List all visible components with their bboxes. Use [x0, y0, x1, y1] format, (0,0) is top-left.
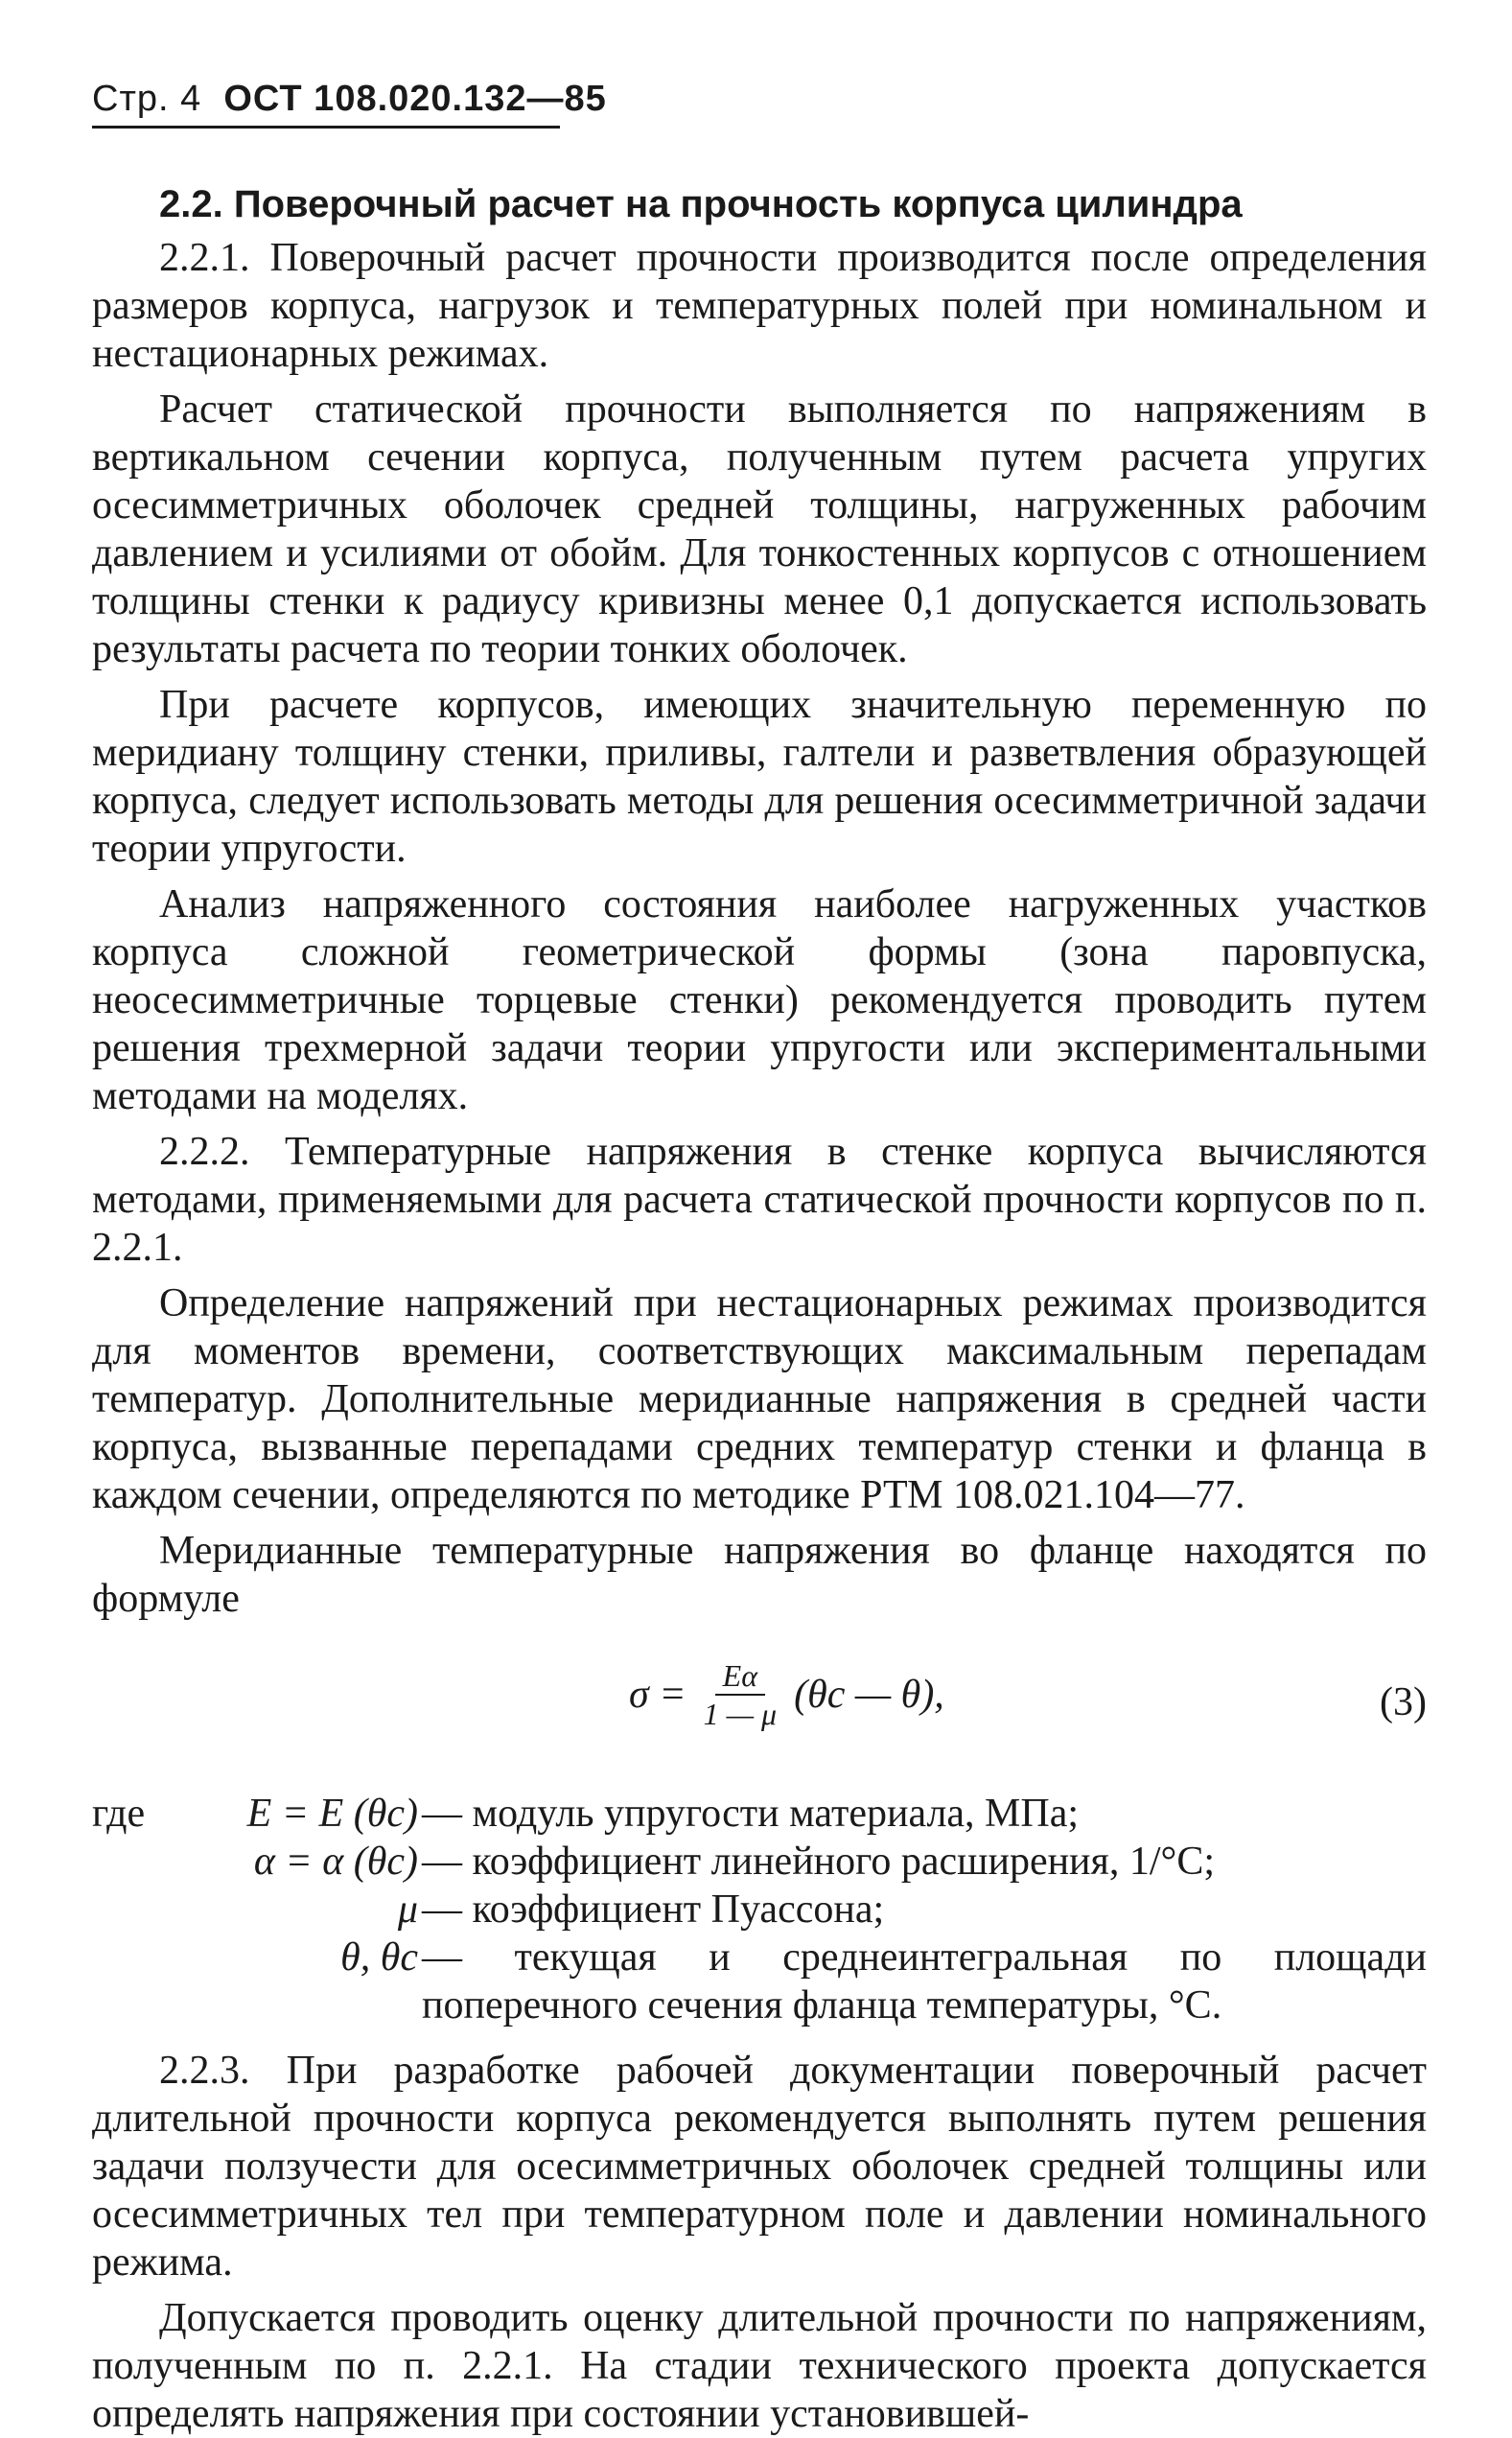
paragraph-stress-analysis: Анализ напряженного состояния наиболее нагруженных участков корпуса сложной геометрической формы (зона паровпуска, неосесимметричные торцевые стенки) рекомендуется проводить путем решения трехмерной задачи теории упругости или экспериментальными методами на моделях. [92, 882, 1427, 1118]
definition-text: — модуль упругости материала, МПа; [422, 1792, 1080, 1836]
paragraph-static-strength: Расчет статической прочности выполняется по напряжениям в вертикальном сечении корпуса, полученным путем расчета упругих осесимметричных оболочек средней толщины, нагруженных рабочим давлением и усилиями от обойм. Для тонкостенных корпусов с отношением толщины стенки к радиусу кривизны менее 0,1 допускается использовать результаты расчета по теории тонких оболочек. [92, 387, 1427, 671]
definition-row [92, 1886, 1427, 1934]
formula-numerator: Eα [715, 1657, 765, 1696]
paragraph-2-2-2: 2.2.2. Температурные напряжения в стенке корпуса вычисляются методами, применяемыми для расчета статической прочности корпусов по п. 2.2.1. [92, 1130, 1427, 1270]
page-number-label: Стр. 4 [92, 79, 202, 119]
where-label: где [92, 1792, 146, 1836]
definition-text: — коэффициент линейного расширения, 1/°C; [422, 1840, 1215, 1884]
definition-row [92, 1790, 1427, 1838]
formula-lhs: σ = [629, 1673, 686, 1717]
formula-definitions [92, 1790, 1427, 2029]
definition-row [92, 1838, 1427, 1886]
definition-symbol: E = E (θc) [246, 1792, 418, 1836]
definition-symbol: μ [397, 1887, 418, 1932]
definition-row [92, 1934, 1427, 2029]
paragraph-2-2-1: 2.2.1. Поверочный расчет прочности производится после определения размеров корпуса, нагрузок и температурных полей при номинальном и нестационарных режимах. [92, 236, 1427, 376]
section-title: 2.2. Поверочный расчет на прочность корпуса цилиндра [159, 183, 1243, 225]
document-body [92, 180, 1427, 2438]
definition-symbol: θ, θc [340, 1935, 418, 1980]
paragraph-formula-intro: Меридианные температурные напряжения во фланце находятся по формуле [92, 1529, 1427, 1621]
formula-rhs: (θc — θ), [794, 1673, 944, 1717]
formula-denominator: 1 — μ [703, 1697, 778, 1731]
paragraph-long-term-strength: Допускается проводить оценку длительной прочности по напряжениям, полученным по п. 2.2.1. На стадии технического проекта допускается определять напряжения при состоянии установившей- [92, 2296, 1427, 2436]
formula-fraction [696, 1657, 785, 1732]
standard-designation: ОСТ 108.020.132—85 [223, 79, 607, 119]
equation-number: (3) [1380, 1680, 1427, 1724]
paragraph-variable-thickness: При расчете корпусов, имеющих значительную переменную по меридиану толщину стенки, приливы, галтели и разветвления образующей корпуса, следует использовать методы для решения осесимметричной задачи теории упругости. [92, 683, 1427, 871]
definition-symbol: α = α (θc) [253, 1840, 418, 1884]
page-header [92, 79, 607, 129]
paragraph-2-2-3: 2.2.3. При разработке рабочей документации поверочный расчет длительной прочности корпуса рекомендуется выполнять путем решения задачи ползучести для осесимметричных оболочек средней толщины или осесимметричных тел при температурном поле и давлении номинального режима. [92, 2049, 1427, 2285]
formula [629, 1657, 944, 1732]
definition-text: — текущая и среднеинтегральная по площади поперечного сечения фланца температуры, °C. [422, 1935, 1427, 2028]
definition-text: — коэффициент Пуассона; [422, 1887, 885, 1932]
formula-block [92, 1636, 1427, 1770]
paragraph-transient-modes: Определение напряжений при нестационарных режимах производится для моментов времени, соответствующих максимальным перепадам температур. Дополнительные меридианные напряжения в средней части корпуса, вызванные перепадами средних температур стенки и фланца в каждом сечении, определяются по методике РТМ 108.021.104—77. [92, 1281, 1427, 1517]
